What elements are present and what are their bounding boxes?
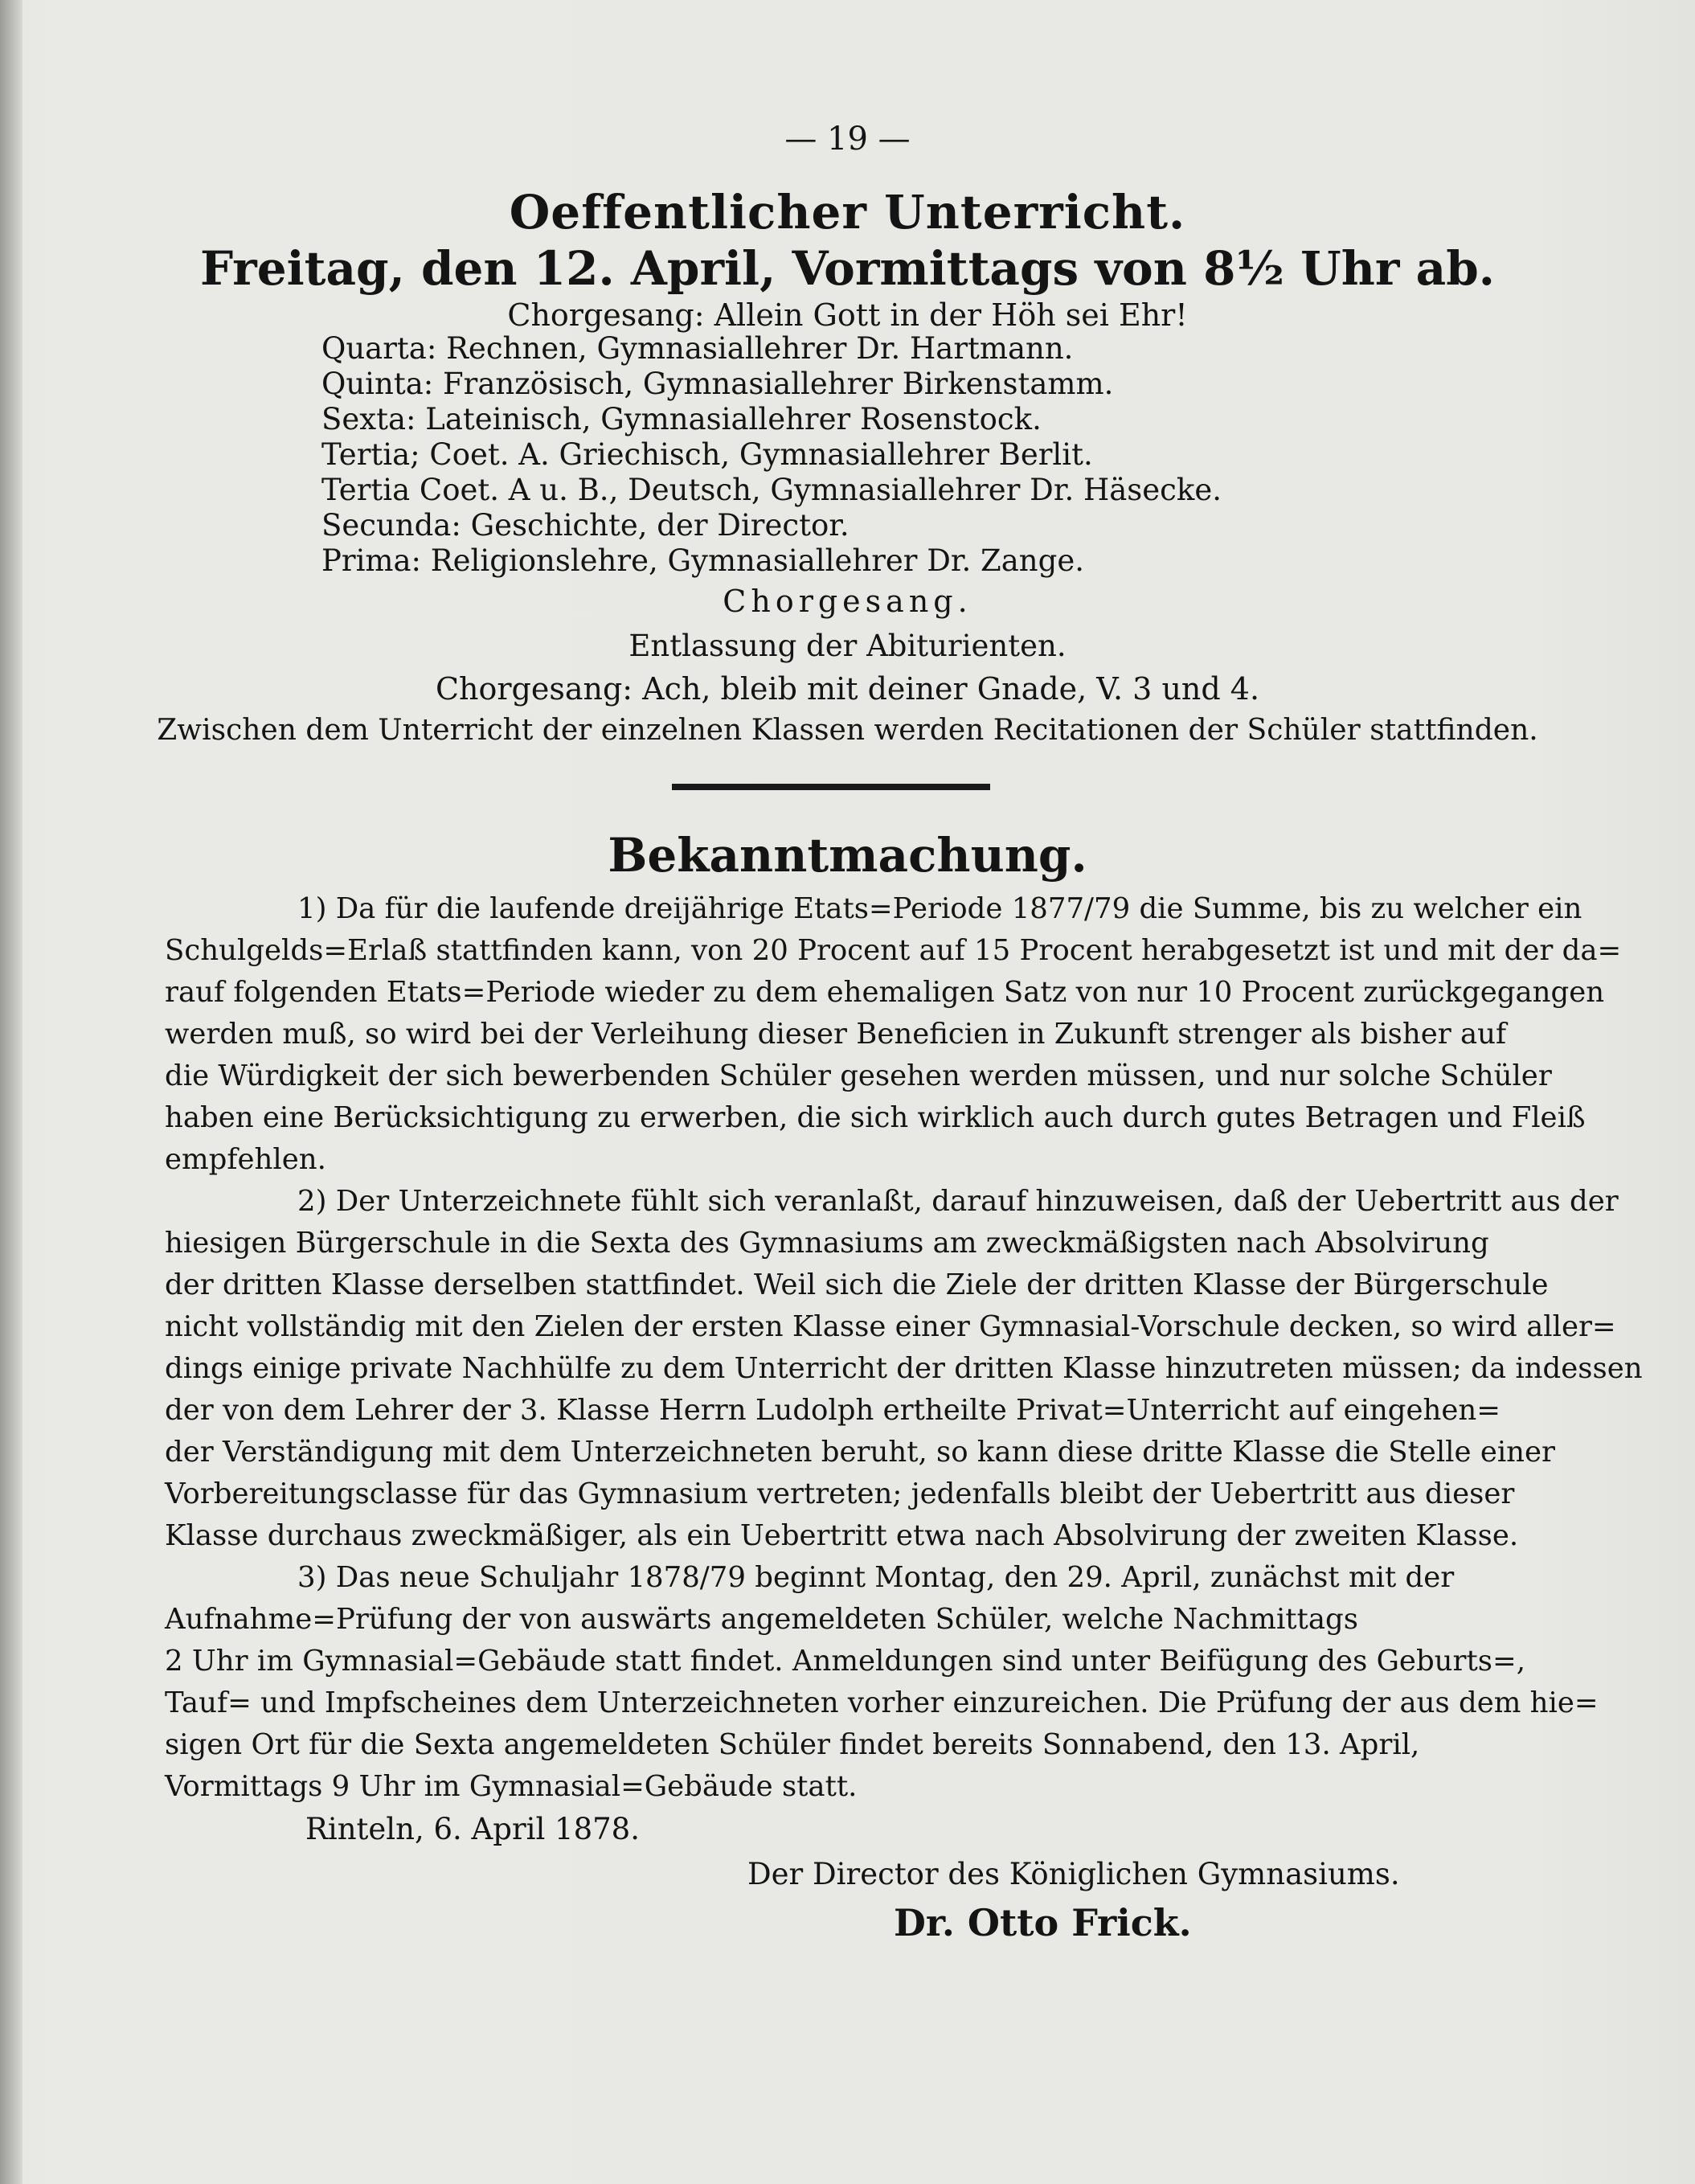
paragraph-line: rauf folgenden Etats=Periode wieder zu dem ehemaligen Satz von nur 10 Procent zurückgegangen xyxy=(165,976,1605,1009)
paragraph-line: nicht vollständig mit den Zielen der ersten Klasse einer Gymnasial-Vorschule decken, so wird aller= xyxy=(165,1310,1616,1343)
paragraph-line: 2) Der Unterzeichnete fühlt sich veranlaßt, darauf hinzuweisen, daß der Uebertritt aus der xyxy=(297,1185,1619,1218)
paragraph-line: Vormittags 9 Uhr im Gymnasial=Gebäude statt. xyxy=(165,1770,858,1803)
announcement-title: Bekanntmachung. xyxy=(608,828,1087,883)
paragraph-line: der von dem Lehrer der 3. Klasse Herrn Ludolph ertheilte Privat=Unterricht auf eingehen= xyxy=(165,1394,1501,1427)
paragraph-line: die Würdigkeit der sich bewerbenden Schüler gesehen werden müssen, und nur solche Schüler xyxy=(165,1059,1552,1092)
paragraph-line: Tauf= und Impfscheines dem Unterzeichneten vorher einzureichen. Die Prüfung der aus dem hie= xyxy=(165,1686,1599,1719)
schedule-item: Tertia; Coet. A. Griechisch, Gymnasiallehrer Berlit. xyxy=(321,437,1093,472)
schedule-item: Secunda: Geschichte, der Director. xyxy=(321,508,850,543)
paragraph-line: hiesigen Bürgerschule in die Sexta des Gymnasiums am zweckmäßigsten nach Absolvirung xyxy=(165,1227,1489,1260)
paragraph-line: Aufnahme=Prüfung der von auswärts angemeldeten Schüler, welche Nachmittags xyxy=(165,1603,1358,1636)
section-divider xyxy=(672,784,990,790)
director-signature: Dr. Otto Frick. xyxy=(894,1901,1192,1944)
paragraph-line: dings einige private Nachhülfe zu dem Unterricht der dritten Klasse hinzutreten müssen; da indessen xyxy=(165,1352,1643,1385)
paragraph-line: sigen Ort für die Sexta angemeldeten Schüler findet bereits Sonnabend, den 13. April, xyxy=(165,1728,1420,1761)
paragraph-line: 2 Uhr im Gymnasial=Gebäude statt findet. Anmeldungen sind unter Beifügung des Geburts=, xyxy=(165,1645,1526,1678)
choral-song: Chorgesang. xyxy=(723,584,972,619)
paragraph-line: Vorbereitungsclasse für das Gymnasium vertreten; jedenfalls bleibt der Uebertritt aus dieser xyxy=(165,1477,1515,1510)
page-title: Oeffentlicher Unterricht. xyxy=(509,185,1186,240)
opening-choral: Chorgesang: Allein Gott in der Höh sei Ehr! xyxy=(507,297,1188,333)
schedule-item: Quinta: Französisch, Gymnasiallehrer Birkenstamm. xyxy=(321,367,1114,401)
paragraph-line: empfehlen. xyxy=(165,1143,326,1176)
paragraph-line: haben eine Berücksichtigung zu erwerben, die sich wirklich auch durch gutes Betragen und Fleiß xyxy=(165,1101,1586,1134)
page-number: — 19 — xyxy=(784,121,911,158)
director-title: Der Director des Königlichen Gymnasiums. xyxy=(747,1857,1400,1891)
paragraph-line: der dritten Klasse derselben stattfindet. Weil sich die Ziele der dritten Klasse der Bürgerschule xyxy=(165,1268,1549,1301)
paragraph-line: Schulgelds=Erlaß stattfinden kann, von 20 Procent auf 15 Procent herabgesetzt ist und mit der da= xyxy=(165,934,1622,967)
paragraph-line: Klasse durchaus zweckmäßiger, als ein Uebertritt etwa nach Absolvirung der zweiten Klasse. xyxy=(165,1519,1519,1552)
paragraph-line: 1) Da für die laufende dreijährige Etats=Periode 1877/79 die Summe, bis zu welcher ein xyxy=(297,892,1582,925)
schedule-date: Freitag, den 12. April, Vormittags von 8½ Uhr ab. xyxy=(200,241,1495,296)
paragraph-line: werden muß, so wird bei der Verleihung dieser Beneficien in Zukunft strenger als bisher auf xyxy=(165,1018,1507,1051)
paragraph-line: 3) Das neue Schuljahr 1878/79 beginnt Montag, den 29. April, zunächst mit der xyxy=(297,1561,1455,1594)
recitation-note: Zwischen dem Unterricht der einzelnen Klassen werden Recitationen der Schüler stattfinden. xyxy=(157,714,1538,747)
closing-choral: Chorgesang: Ach, bleib mit deiner Gnade, V. 3 und 4. xyxy=(435,671,1260,707)
schedule-item: Quarta: Rechnen, Gymnasiallehrer Dr. Hartmann. xyxy=(321,331,1074,366)
paragraph-line: der Verständigung mit dem Unterzeichneten beruht, so kann diese dritte Klasse die Stelle einer xyxy=(165,1436,1556,1469)
schedule-item: Tertia Coet. A u. B., Deutsch, Gymnasiallehrer Dr. Häsecke. xyxy=(321,473,1222,507)
place-date: Rinteln, 6. April 1878. xyxy=(305,1812,640,1846)
schedule-item: Prima: Religionslehre, Gymnasiallehrer Dr. Zange. xyxy=(321,543,1084,578)
dismissal-line: Entlassung der Abiturienten. xyxy=(628,629,1067,663)
schedule-item: Sexta: Lateinisch, Gymnasiallehrer Rosenstock. xyxy=(321,402,1042,436)
